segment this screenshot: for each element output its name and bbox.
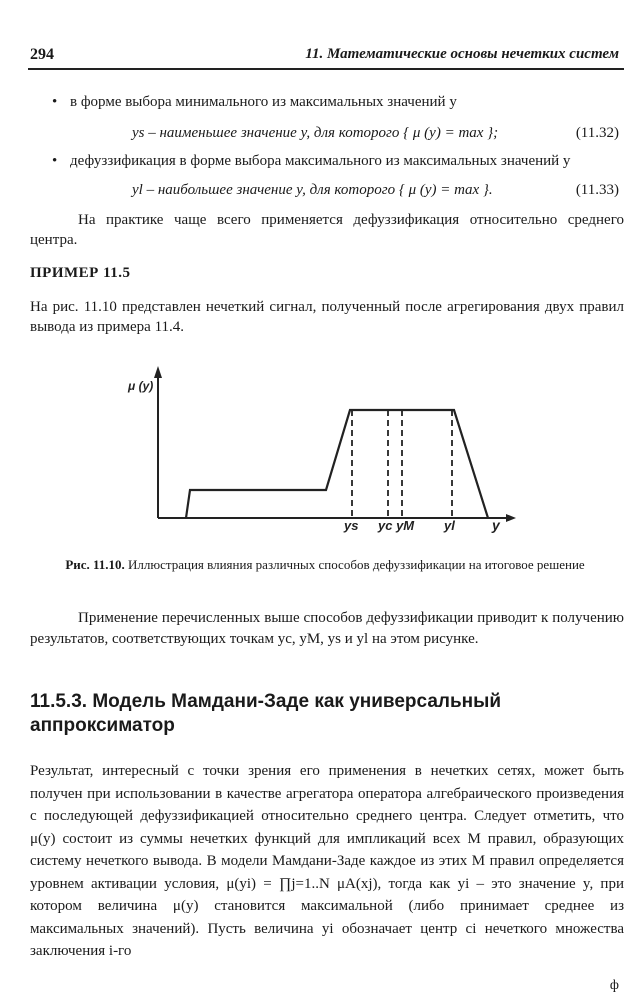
caption-label: Рис. 11.10. [65,557,125,572]
marker-label-ys: ys [344,518,359,533]
marker-label-yc-ym: yc yM [378,518,415,533]
page-mark: ф [609,978,619,993]
section-heading: 11.5.3. Модель Мамдани-Заде как универсальный аппроксиматор [30,691,502,736]
formula-11-32: ys – наименьшее значение y, для которого { μ (y) = max }; [132,125,499,141]
bullet-item-2: • дефуззификация в форме выбора максимального из максимальных значений y [70,152,625,170]
membership-curve [186,410,488,518]
x-axis-arrow [506,514,516,522]
chapter-title: 11. Математические основы нечетких систем [305,46,619,62]
equation-number-11-32: (11.32) [575,125,619,141]
caption-text: Иллюстрация влияния различных способов дефуззификации на итоговое решение [128,557,585,572]
figure-caption [60,556,590,573]
example-heading: ПРИМЕР 11.5 [30,265,131,281]
paragraph-practice: На практике чаще всего применяется дефуззификация относительно среднего центра. [30,212,624,248]
marker-label-yl: yl [444,518,455,533]
page-number: 294 [30,46,54,63]
paragraph-application: Применение перечисленных выше способов дефуззификации приводит к получению результатов, соответствующих точкам yc, yM, ys и yl на этом рисунке. [30,610,624,647]
equation-number-11-33: (11.33) [575,182,619,198]
bullet-item-1: • в форме выбора минимального из максимальных значений y [70,93,610,111]
y-axis-arrow [154,366,162,378]
y-axis-label: μ (y) [128,379,154,393]
paragraph-example: На рис. 11.10 представлен нечеткий сигнал, полученный после агрегирования двух правил вывода из примера 11.4. [30,299,624,335]
paragraph-result: Результат, интересный с точки зрения его применения в нечетких сетях, может быть получен при использовании в качестве агрегатора оператора алгебраического произведения с последующей дефуззификацией относительно среднего центра. Следует отметить, что μ(y) состоит из суммы нечетких функций для импликаций всех M правил, образующих систему нечеткого вывода. В модели Мамдани-Заде каждое из этих M правил определяется уровнем активации условия, μ(yi) = ∏j=1..N μA(xj), тогда как yi – это значение y, при котором величина μ(y) становится максимальной (либо принимает среднее из максимальных значений). Пусть величина yi обозначает центр ci нечеткого множества заключения i-го [30,763,624,959]
x-axis-label: y [492,517,500,533]
formula-11-33: yl – наибольшее значение y, для которого { μ (y) = max }. [132,182,493,198]
